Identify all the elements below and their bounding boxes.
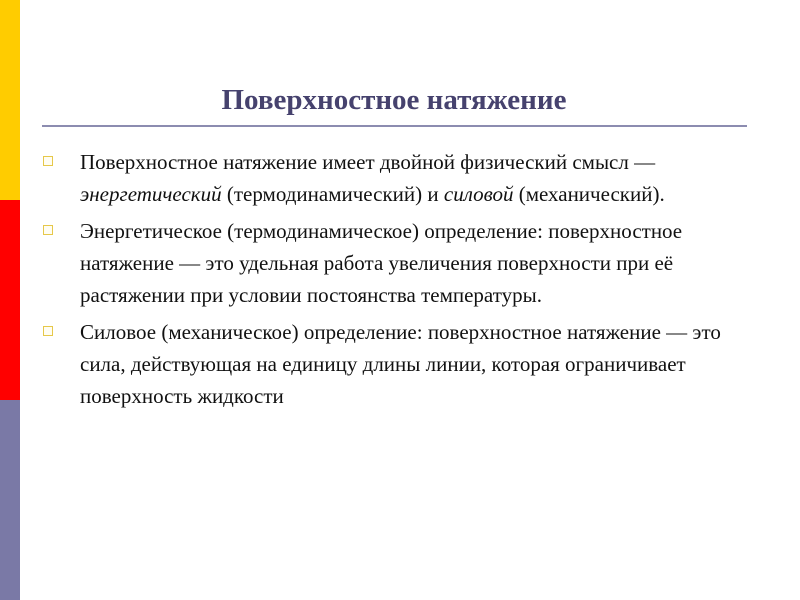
bullet-text-part: Поверхностное натяжение имеет двойной физический смысл —	[80, 150, 656, 174]
bullet-item-force-definition	[42, 316, 748, 412]
bullet-text-part: (механический).	[513, 182, 665, 206]
bullet-list	[42, 146, 748, 417]
slide-title: Поверхностное натяжение	[221, 84, 567, 116]
title-divider	[42, 125, 747, 127]
accent-bar-purple	[0, 400, 20, 600]
bullet-item-energetic-definition	[42, 215, 748, 311]
square-bullet-icon	[43, 225, 53, 235]
bullet-term-energetic: энергетический	[80, 182, 222, 206]
bullet-item-dual-meaning	[42, 146, 748, 210]
square-bullet-icon	[43, 156, 53, 166]
accent-bar-red	[0, 200, 20, 400]
bullet-text: Энергетическое (термодинамическое) определение: поверхностное натяжение — это удельная работа увеличения поверхности при её растяжении при условии постоянства температуры.	[80, 219, 683, 307]
bullet-text-part: (термодинамический) и	[221, 182, 444, 206]
bullet-text: Силовое (механическое) определение: поверхностное натяжение — это сила, действующая на единицу длины линии, которая ограничивает поверхность жидкости	[80, 320, 721, 408]
square-bullet-icon	[43, 326, 53, 336]
bullet-term-force: силовой	[443, 182, 514, 206]
accent-bar-yellow	[0, 0, 20, 200]
